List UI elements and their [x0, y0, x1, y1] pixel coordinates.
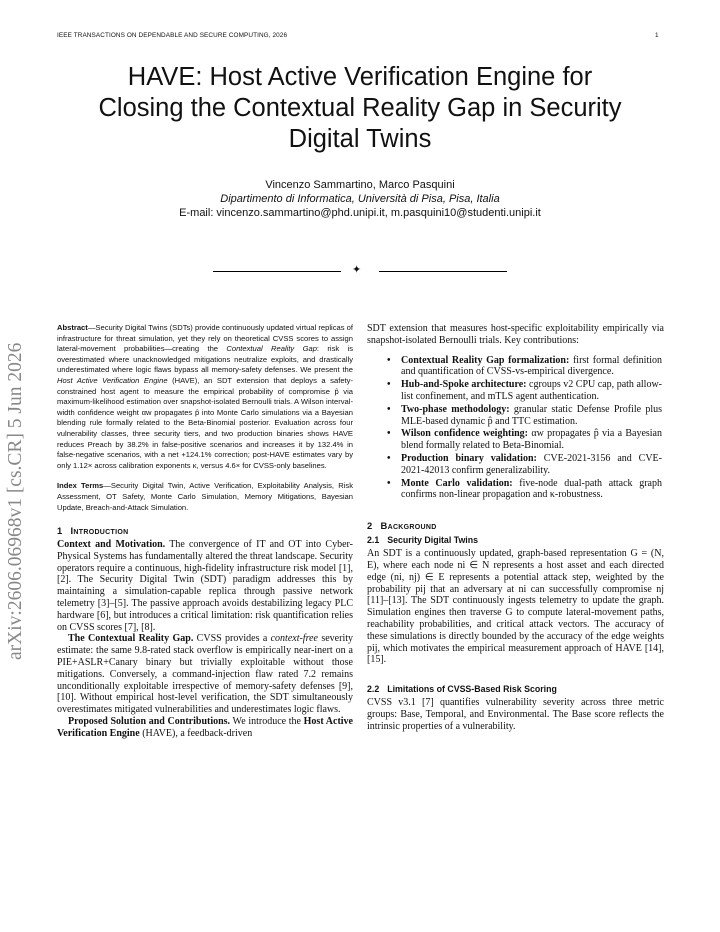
subsection-heading-cvss-limitations [367, 684, 664, 694]
paragraph-text: CVSS provides a [193, 633, 271, 645]
contribution-text: αw propagates p̂ via a Bayesian blend formally related to Beta-Binomial. [401, 428, 662, 452]
sdt-paragraph: An SDT is a continuously updated, graph-based representation G = (N, E), where each node ni ∈ N represents a host asset and each directed edge (ni, nj) ∈ E represents a potential attack step, weighted by the probability pij that an adversary at ni can successfully compromise nj [11]–[13]. The SDT continuously ingests telemetry to update the graph. Simulation engines then traverse G to compute lateral-movement paths, reachability probabilities, and critical attack vectors. The accuracy of these simulations is directly bounded by the accuracy of the edge weights pij, which motivates the empirical measurement approach of HAVE [14], [15]. [367, 548, 664, 666]
paragraph-bold: Host Active Verification Engine [57, 716, 353, 739]
subsection-number: 2.2 [367, 684, 380, 695]
bullet-icon: • [387, 452, 391, 464]
divider-line-right [379, 271, 507, 272]
author-block [60, 178, 660, 220]
section-number: 2 [367, 520, 373, 532]
contribution-text: five-node dual-path attack graph confirms non-linear propagation and κ-robustness. [401, 477, 662, 501]
abstract-emphasis: Contextual Reality Gap [226, 344, 317, 354]
index-terms-label: Index Terms [57, 481, 104, 491]
abstract-text: : risk is overestimated where unacknowledged mitigations neutralize exploits, and drastically underestimated where logic flaws bypass all memory-safety defenses. We present the [57, 344, 354, 375]
subsection-heading-sdt [367, 535, 664, 545]
author-names: Vincenzo Sammartino, Marco Pasquini [265, 179, 455, 191]
section-number: 1 [57, 525, 63, 537]
abstract-label: Abstract [57, 323, 88, 332]
subsection-title: Limitations of CVSS-Based Risk Scoring [387, 684, 557, 695]
cvss-paragraph: CVSS v3.1 [7] quantifies vulnerability severity across three metric groups: Base, Temporal, and Environmental. The Base score reflects the intrinsic properties of a vulnerability. [367, 697, 664, 732]
paragraph-lead: The Contextual Reality Gap. [68, 633, 194, 645]
divider-line-left [213, 271, 341, 272]
abstract-text: —Security Digital Twins (SDTs) provide continuously updated virtual replicas of infrastructure for threat simulation, yet they rely on theoretical CVSS scores to assign lateral-movement probabilities—creating the [57, 323, 353, 354]
title-line-3: Digital Twins [288, 125, 432, 153]
title-line-2: Closing the Contextual Reality Gap in Security [98, 94, 622, 122]
divider-star-icon: ✦ [352, 263, 362, 276]
abstract [57, 323, 353, 471]
contribution-title: Contextual Reality Gap formalization: [401, 354, 570, 366]
running-header-journal: IEEE TRANSACTIONS ON DEPENDABLE AND SECURE COMPUTING, 2026 [57, 32, 288, 39]
section-heading-introduction [57, 525, 353, 536]
contribution-text: granular static Defense Profile plus MLE-based dynamic p̂ and TTC estimation. [401, 403, 662, 427]
contributions-list [367, 355, 664, 502]
list-item [367, 428, 664, 452]
intro-paragraph-solution [57, 716, 353, 740]
right-column [367, 323, 664, 733]
bullet-icon: • [387, 403, 391, 415]
arxiv-identifier: arXiv:2606.06968v1 [cs.CR] 5 Jun 2026 [5, 342, 26, 660]
author-email: E-mail: vincenzo.sammartino@phd.unipi.it, m.pasquini10@studenti.unipi.it [179, 207, 541, 219]
paragraph-text: (HAVE), a feedback-driven [139, 727, 253, 739]
contributions-intro: SDT extension that measures host-specific exploitability empirically via snapshot-isolated Bernoulli trials. Key contributions: [367, 323, 664, 346]
abstract-emphasis: Host Active Verification Engine [57, 375, 168, 385]
title-divider [213, 265, 507, 277]
list-item [367, 379, 664, 403]
subsection-title: Security Digital Twins [387, 535, 478, 546]
subsection-number: 2.1 [367, 535, 380, 546]
bullet-icon: • [387, 428, 391, 440]
intro-paragraph-gap [57, 633, 353, 716]
list-item [367, 404, 664, 428]
paragraph-emphasis: context-free [270, 633, 318, 645]
contribution-text: first formal definition and quantification of CVSS-vs-empirical divergence. [401, 354, 662, 378]
paper-title [40, 62, 680, 155]
section-title: Introduction [70, 525, 129, 537]
paragraph-text: The convergence of IT and OT into Cyber-Physical Systems has fundamentally altered the threat landscape. Security operators require a continuous, high-fidelity infrastructure risk model [1], [2]. The Security Digital Twin (SDT) paradigm addresses this by maintaining a simulation-capable replica through passive network telemetry [3]–[5]. The passive approach avoids destabilizing legacy PLC hardware [6], but introduces a critical limitation: risk quantification relies on CVSS scores [7], [8]. [57, 539, 353, 633]
list-item [367, 355, 664, 379]
author-affiliation: Dipartimento di Informatica, Università di Pisa, Pisa, Italia [220, 193, 500, 205]
contribution-title: Monte Carlo validation: [401, 477, 513, 489]
contribution-text: CVE-2021-3156 and CVE-2021-42013 confirm generalizability. [401, 452, 662, 476]
paragraph-text: We introduce the [230, 716, 304, 728]
intro-paragraph-context [57, 539, 353, 633]
bullet-icon: • [387, 354, 391, 366]
bullet-icon: • [387, 379, 391, 391]
bullet-icon: • [387, 477, 391, 489]
title-line-1: HAVE: Host Active Verification Engine for [127, 63, 593, 91]
contribution-title: Two-phase methodology: [401, 403, 510, 415]
contribution-title: Hub-and-Spoke architecture: [401, 379, 527, 391]
page-number: 1 [655, 32, 659, 39]
list-item [367, 478, 664, 502]
section-title: Background [380, 520, 437, 532]
section-heading-background [367, 520, 664, 531]
contribution-title: Wilson confidence weighting: [401, 428, 529, 440]
contribution-title: Production binary validation: [401, 452, 537, 464]
index-terms-text: —Security Digital Twin, Active Verification, Exploitability Analysis, Risk Assessment, OT Safety, Monte Carlo Simulation, Memory Mitigations, Bayesian Update, Breach-and-Attack Simulation. [57, 481, 354, 512]
paragraph-lead: Proposed Solution and Contributions. [68, 716, 231, 728]
contribution-text: cgroups v2 CPU cap, path allow-list confinement, and mTLS agent authentication. [401, 379, 662, 402]
left-column [57, 323, 353, 740]
abstract-text: (HAVE), an SDT extension that deploys a safety-constrained host agent to measure the empirical probability of compromise p̂ via maximum-likelihood estimation over snapshot-isolated Bernoulli trials. A Wilson interval-width confidence weight αw propagates p̂ into Monte Carlo simulations via a Bayesian blending rule formally related to the Beta-Binomial posterior. Evaluation across four vulnerability classes, three security tiers, and two production binaries shows HAVE reduces Preach by 38.2% in false-positive scenarios and increases it by 132.4% in false-negative scenarios, with a net +124.1% correction; post-HAVE estimates vary by only 1.12× across calibration exponents κ, versus 4.6× for CVSS-only baselines. [57, 375, 353, 470]
list-item [367, 453, 664, 477]
paragraph-lead: Context and Motivation. [57, 539, 166, 551]
paragraph-text: severity estimate: the same 9.8-rated stack overflow is empirically near-inert on a PIE+ASLR+Canary binary but trivially exploitable without those mitigations. Conversely, a command-injection flaw rated 7.2 remains unconditionally exploitable irrespective of memory-safety defenses [9], [10]. Without empirical host-level verification, the SDT simultaneously overestimates mitigated vulnerabilities and underestimates logic flaws. [57, 633, 354, 716]
index-terms [57, 481, 353, 513]
